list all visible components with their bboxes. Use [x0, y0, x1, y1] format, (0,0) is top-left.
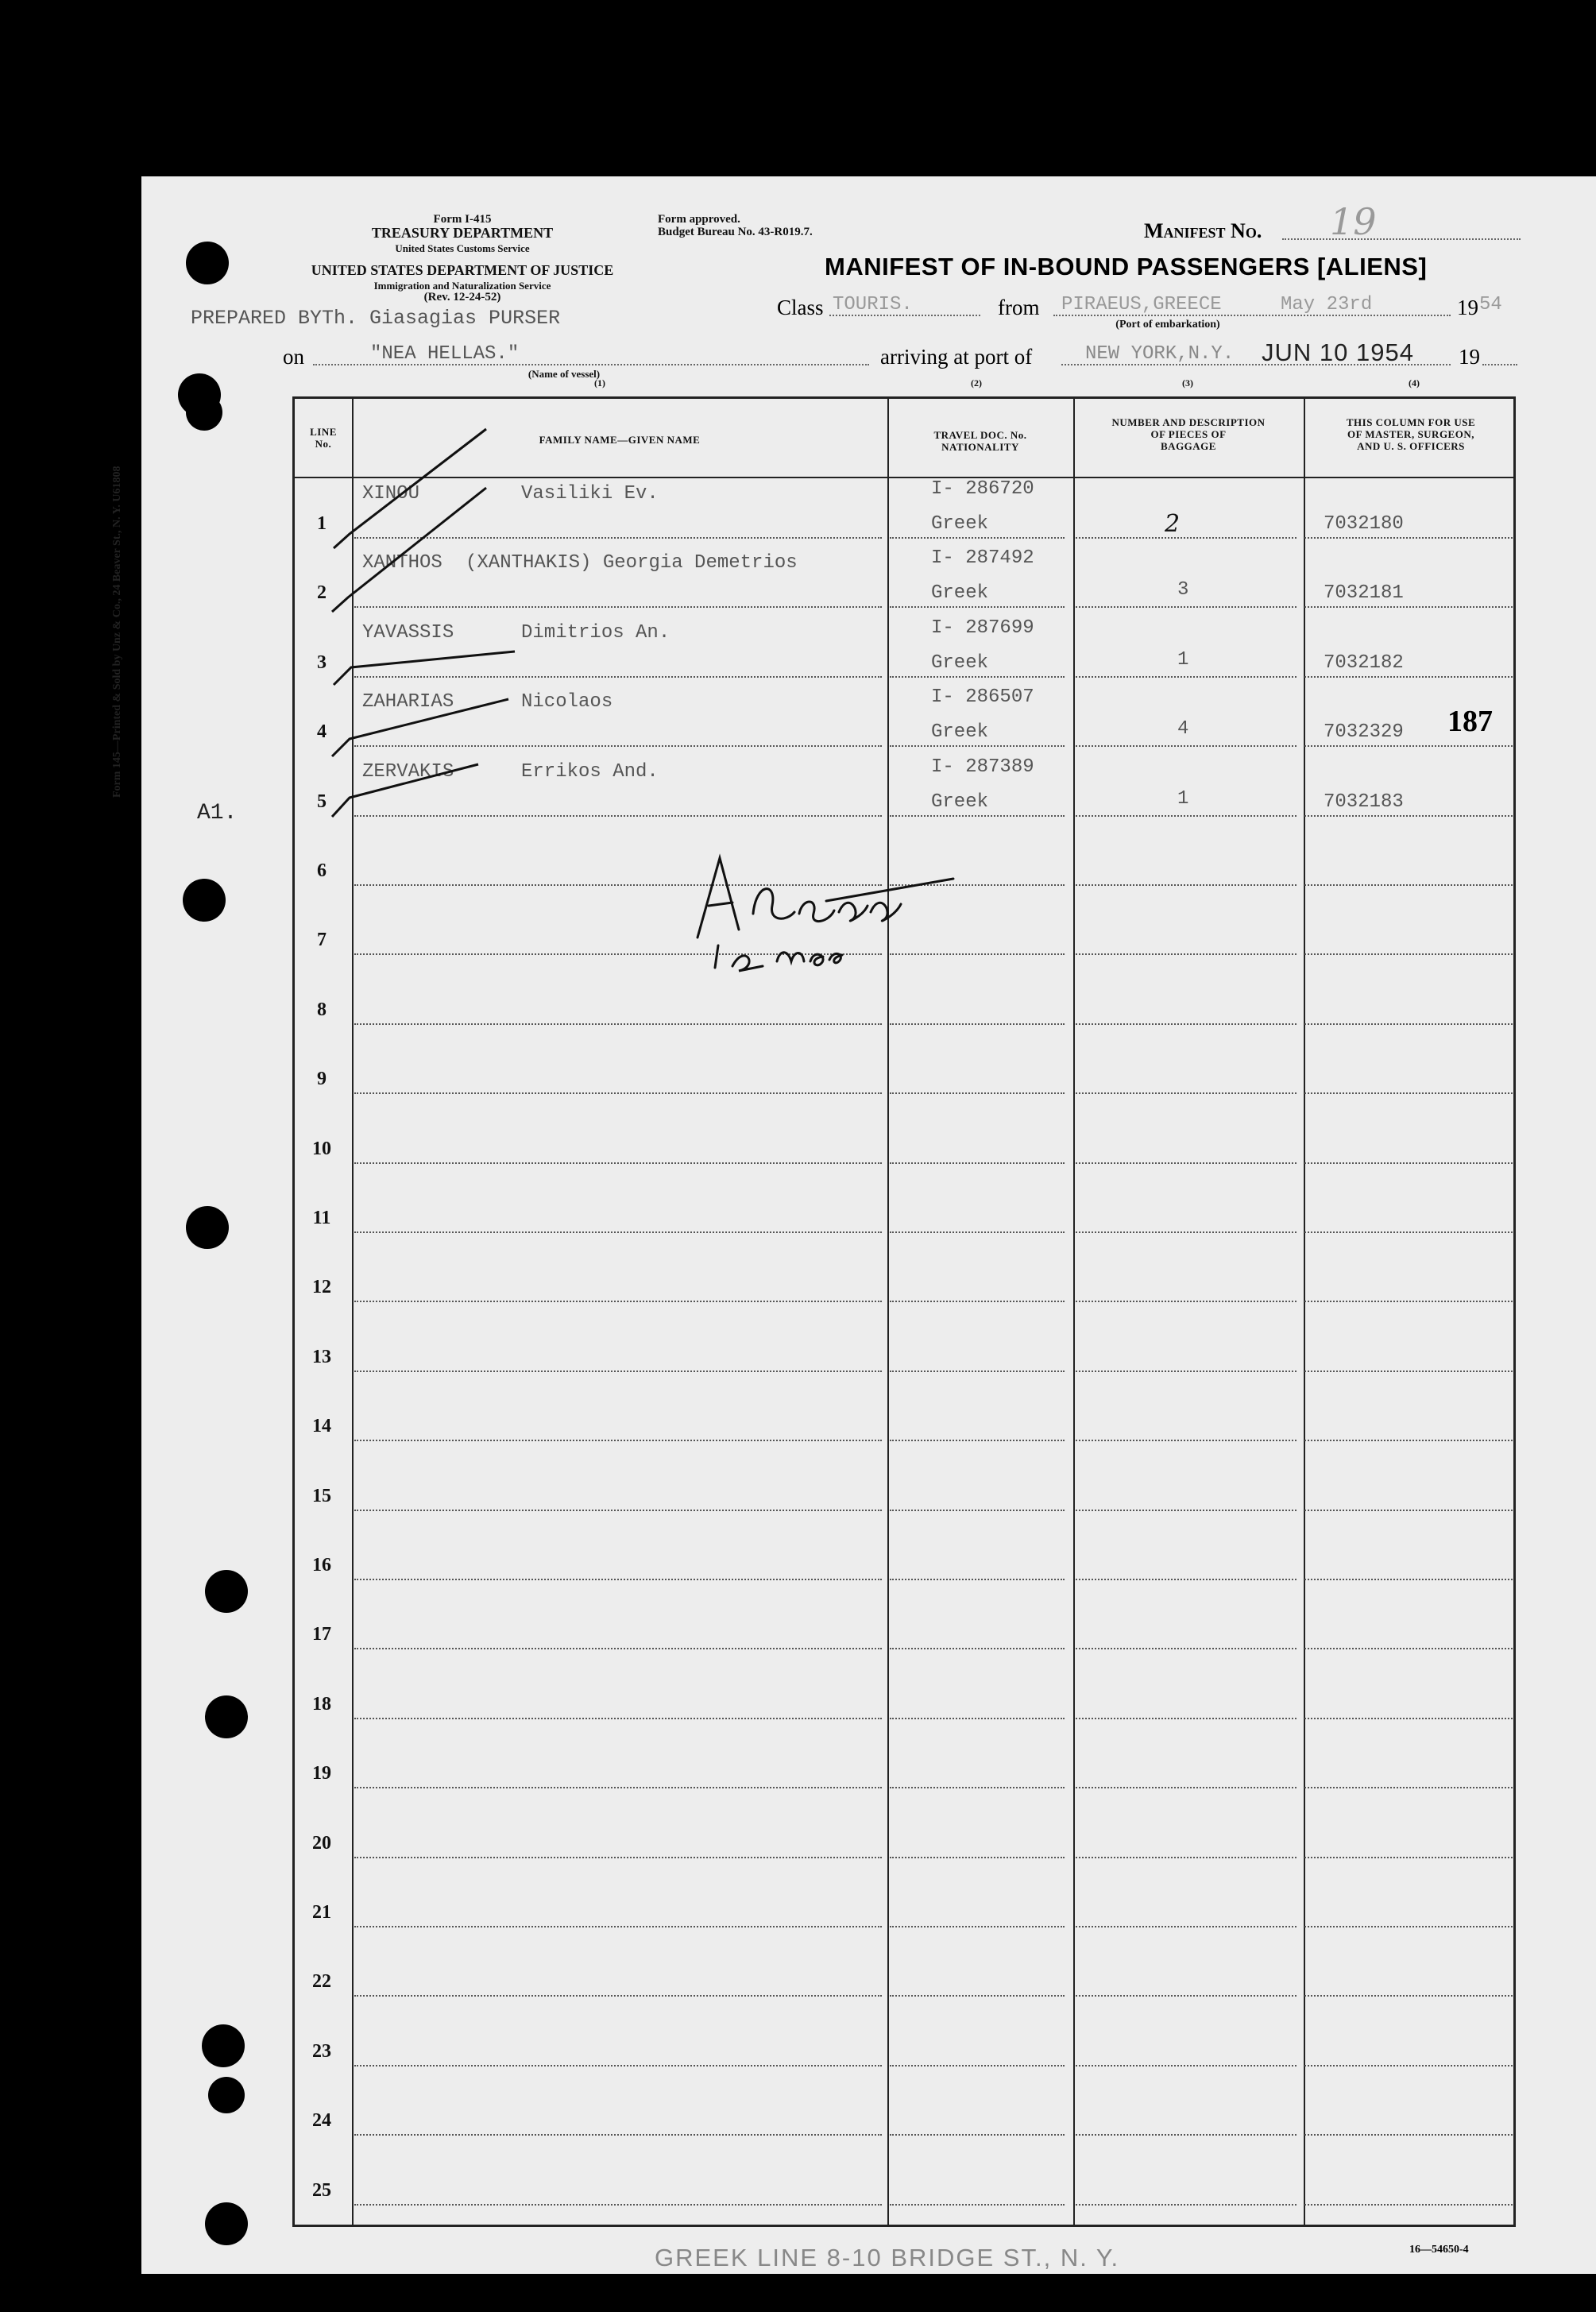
given-name: Dimitrios An. — [521, 621, 670, 644]
line-number: 3 — [317, 651, 327, 673]
from-value: PIRAEUS,GREECE — [1061, 294, 1222, 315]
travel-doc-header: TRAVEL DOC. No. NATIONALITY — [933, 429, 1027, 453]
embark-date: May 23rd — [1281, 294, 1373, 315]
column-number-3: (3) — [1182, 377, 1193, 389]
arrival-date-stamp: JUN 10 1954 — [1262, 338, 1414, 366]
footer-stamp: GREEK LINE 8-10 BRIDGE ST., N. Y. — [655, 2244, 1120, 2271]
line-number: 25 — [312, 2179, 331, 2201]
baggage-count: 2 — [1165, 510, 1181, 538]
baggage-header: NUMBER AND DESCRIPTION OF PIECES OF BAGGAGE — [1111, 416, 1266, 452]
vessel-name: "NEA HELLAS." — [370, 343, 520, 365]
travel-document-number: I- 286507 — [931, 686, 1034, 709]
travel-document-number: I- 287699 — [931, 617, 1034, 639]
footer-form-code: 16—54650-4 — [1409, 2244, 1469, 2256]
immigration-service: Immigration and Naturalization Service — [373, 280, 551, 292]
line-number: 24 — [312, 2110, 331, 2132]
column-number-4: (4) — [1409, 377, 1420, 389]
budget-bureau-number: Budget Bureau No. 43-R019.7. — [658, 226, 813, 238]
line-number: 9 — [317, 1069, 327, 1090]
officer-number: 7032182 — [1324, 651, 1404, 674]
class-label: Class — [777, 296, 824, 319]
year-label-2: 19 — [1459, 345, 1480, 369]
officers-column-header: THIS COLUMN FOR USE OF MASTER, SURGEON, AND U. S. OFFICERS — [1346, 416, 1476, 452]
line-number: 22 — [312, 1971, 331, 1993]
column-number-1: (1) — [594, 377, 605, 389]
side-mark: A1. — [197, 801, 238, 825]
line-number-header: LINE No. — [310, 426, 337, 450]
manifest-title: MANIFEST OF IN-BOUND PASSENGERS [ALIENS] — [825, 253, 1428, 280]
prepared-by: PREPARED BYTh. Giasagias PURSER — [191, 307, 561, 330]
revision-date: (Rev. 12-24-52) — [423, 291, 501, 303]
year-label-1: 19 — [1457, 296, 1478, 319]
family-name: XANTHOS — [362, 552, 442, 574]
line-number: 16 — [312, 1555, 331, 1575]
officer-number: 7032180 — [1324, 513, 1404, 535]
line-number: 19 — [312, 1763, 331, 1784]
signature-text — [683, 818, 691, 826]
line-number: 21 — [312, 1902, 331, 1923]
year-value-1: 54 — [1479, 294, 1502, 315]
baggage-count: 4 — [1177, 718, 1189, 740]
line-number: 18 — [312, 1693, 331, 1715]
officer-number: 7032329 — [1324, 721, 1404, 744]
nationality: Greek — [931, 651, 989, 674]
line-number: 8 — [317, 999, 327, 1020]
family-name: YAVASSIS — [362, 621, 454, 644]
manifest-number-label: Manifest No. — [1144, 219, 1262, 242]
from-label: from — [998, 296, 1040, 319]
given-name: Nicolaos — [521, 691, 613, 713]
line-number: 2 — [317, 582, 327, 604]
department-of-justice: UNITED STATES DEPARTMENT OF JUSTICE — [311, 262, 614, 278]
port-of-embarkation-caption: (Port of embarkation) — [1115, 319, 1220, 331]
column-number-2: (2) — [971, 377, 982, 389]
nationality: Greek — [931, 791, 989, 813]
baggage-count: 1 — [1177, 648, 1189, 671]
arrival-port: NEW YORK,N.Y. — [1085, 343, 1235, 365]
line-number: 6 — [317, 860, 327, 881]
family-name-header: FAMILY NAME—GIVEN NAME — [539, 434, 701, 446]
form-approved: Form approved. — [658, 213, 740, 226]
arriving-label: arriving at port of — [880, 345, 1033, 369]
line-number: 23 — [312, 2040, 331, 2062]
given-name: Errikos And. — [521, 760, 659, 783]
manifest-number-value: 19 — [1330, 200, 1377, 243]
line-number: 13 — [312, 1346, 331, 1367]
family-name: ZERVAKIS — [362, 760, 454, 783]
nationality: Greek — [931, 721, 989, 744]
line-number: 15 — [312, 1485, 331, 1506]
line-number: 12 — [312, 1277, 331, 1298]
officer-number: 7032183 — [1324, 791, 1404, 813]
line-number: 11 — [312, 1208, 331, 1228]
line-number: 20 — [312, 1832, 331, 1854]
on-label: on — [283, 345, 304, 369]
family-name: XINOU — [362, 483, 420, 505]
travel-document-number: I- 287389 — [931, 756, 1034, 778]
family-name: ZAHARIAS — [362, 691, 454, 713]
line-number: 4 — [317, 721, 327, 743]
nationality: Greek — [931, 582, 989, 605]
travel-document-number: I- 286720 — [931, 478, 1034, 500]
side-print: Form 145—Printed & Sold by Unz & Co., 24 Beaver St., N. Y. U61808 — [111, 466, 123, 798]
officer-number: 7032181 — [1324, 582, 1404, 605]
page-number: 187 — [1447, 705, 1493, 738]
travel-document-number: I- 287492 — [931, 547, 1034, 570]
given-name: (XANTHAKIS) Georgia Demetrios — [466, 552, 798, 574]
baggage-count: 3 — [1177, 579, 1189, 601]
signature — [683, 818, 985, 993]
line-number: 5 — [317, 791, 327, 812]
line-number: 17 — [312, 1624, 331, 1645]
form-number: Form I-415 — [433, 213, 492, 226]
nationality: Greek — [931, 513, 989, 535]
treasury-department: TREASURY DEPARTMENT — [371, 225, 554, 241]
line-number: 14 — [312, 1416, 331, 1437]
baggage-count: 1 — [1177, 787, 1189, 810]
vessel-name-caption: (Name of vessel) — [527, 368, 601, 380]
given-name: Vasiliki Ev. — [521, 483, 659, 505]
line-number: 7 — [317, 930, 327, 951]
line-number: 10 — [312, 1138, 331, 1159]
customs-service: United States Customs Service — [395, 242, 530, 254]
line-number: 1 — [317, 513, 327, 534]
class-value: TOURIS. — [833, 294, 913, 315]
